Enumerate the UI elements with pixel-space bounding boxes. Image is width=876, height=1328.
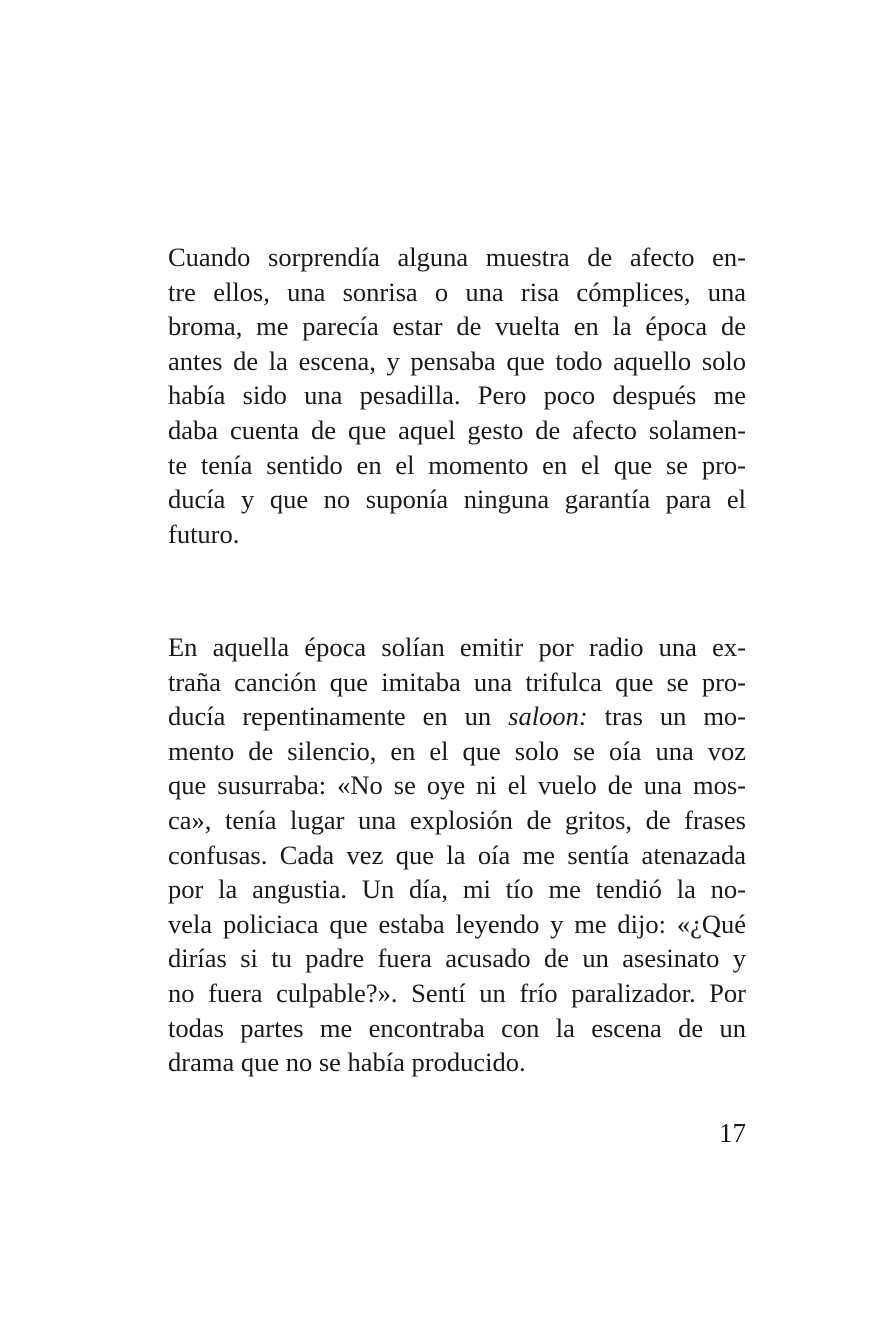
page-number: 17 <box>719 1118 746 1148</box>
text-line: ca», tenía lugar una explosión de gritos, de frases <box>168 804 746 835</box>
text-line: te tenía sentido en el momento en el que se pro- <box>168 449 746 480</box>
text-line: no fuera culpable?». Sentí un frío paralizador. Por <box>168 977 746 1008</box>
text-line: En aquella época solían emitir por radio una ex- <box>168 632 746 662</box>
text-line: antes de la escena, y pensaba que todo aquello solo <box>168 345 746 376</box>
text-line: Cuando sorprendía alguna muestra de afecto en- <box>168 242 746 272</box>
text-line: traña canción que imitaba una trifulca que se pro- <box>168 666 746 697</box>
text-line: dirías si tu padre fuera acusado de un asesinato y <box>168 943 746 974</box>
text-line: tre ellos, una sonrisa o una risa cómplices, una <box>168 276 746 307</box>
text-line: había sido una pesadilla. Pero poco después me <box>168 380 746 411</box>
text-line: mento de silencio, en el que solo se oía una voz <box>168 735 746 766</box>
text-line: todas partes me encontraba con la escena de un <box>168 1012 746 1043</box>
text-line: por la angustia. Un día, mi tío me tendió la no- <box>168 874 746 905</box>
text-line: drama que no se había producido. <box>168 1047 526 1078</box>
paragraph-1 <box>168 240 746 551</box>
text-line: futuro. <box>168 518 240 549</box>
text-line: que susurraba: «No se oye ni el vuelo de una mos- <box>168 770 746 801</box>
text-line: daba cuenta de que aquel gesto de afecto solamen- <box>168 414 746 445</box>
text-line: broma, me parecía estar de vuelta en la época de <box>168 311 746 342</box>
italic-word: saloon: <box>508 701 588 732</box>
text-line: vela policiaca que estaba leyendo y me dijo: «¿Qué <box>168 908 746 939</box>
text-line: ducía y que no suponía ninguna garantía para el <box>168 484 746 515</box>
text-line: confusas. Cada vez que la oía me sentía atenazada <box>168 839 746 870</box>
paragraph-2 <box>168 630 746 1080</box>
text-line-with-italic: ducía repentinamente en un saloon: tras un mo- <box>168 701 747 732</box>
